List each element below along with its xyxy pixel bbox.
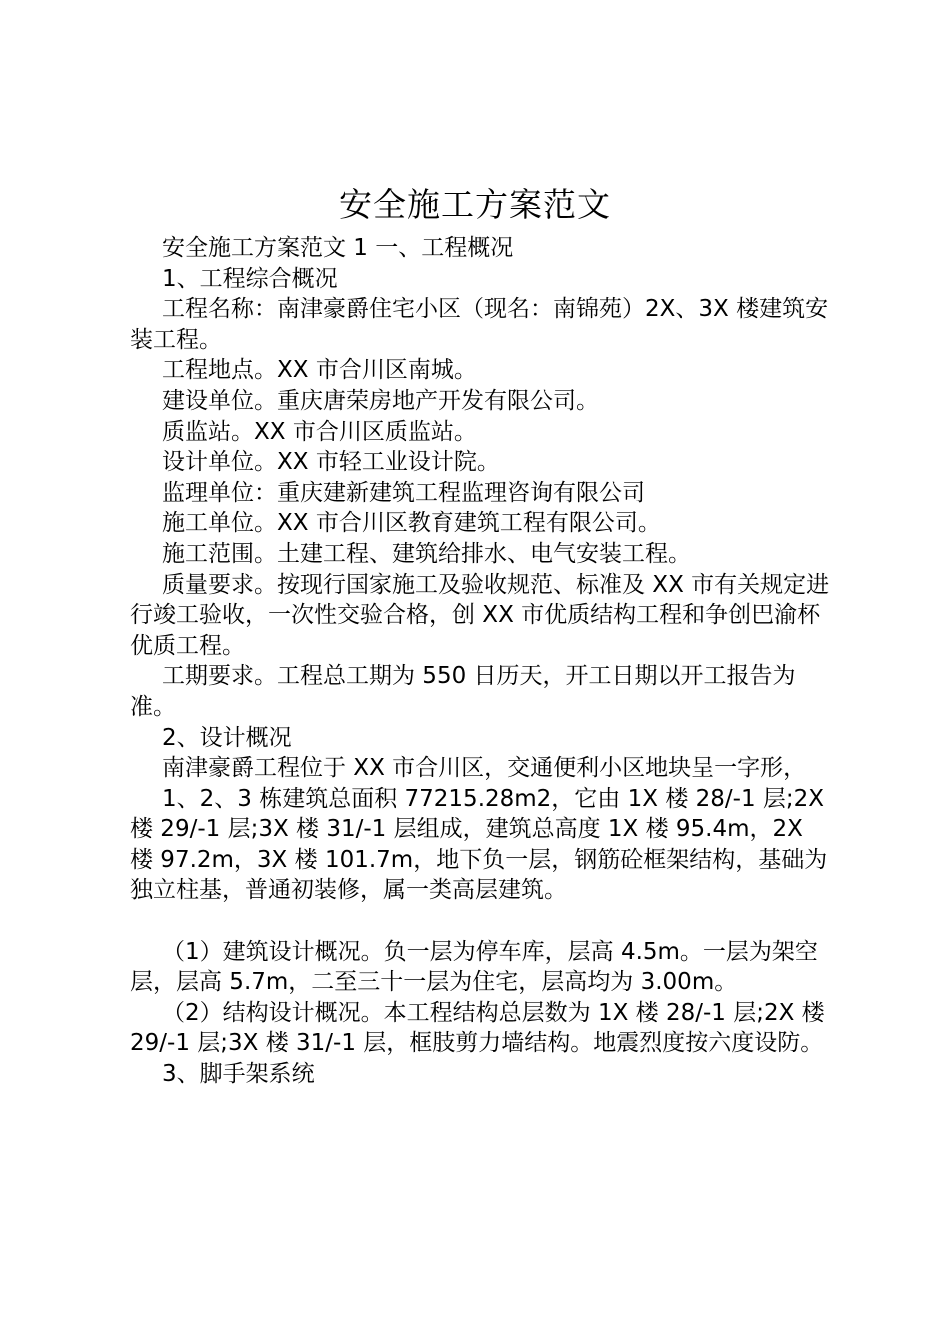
paragraph-quality-station: 质监站。XX 市合川区质监站。: [162, 418, 477, 445]
paragraph-intro-heading: 安全施工方案范文 1 一、工程概况: [162, 235, 514, 261]
paragraph-building-area: 1、2、3 栋建筑总面积 77215.28m2，它由 1X 楼 28/-1 层;2X 楼 29/-1 层;3X 楼 31/-1 层组成，建筑总高度 1X 楼 95.4m，2X 楼 97.2m，3X 楼 101.7m，地下负一层，钢筋砼框架结构，基础为独立柱基，普通初装修，属一类高层建筑。: [130, 785, 828, 904]
document-title: 安全施工方案范文: [339, 185, 611, 224]
paragraph-architectural-design: （1）建筑设计概况。负一层为停车库，层高 4.5m。一层为架空层，层高 5.7m，二至三十一层为住宅，层高均为 3.00m。: [130, 938, 818, 996]
paragraph-construction-scope: 施工范围。土建工程、建筑给排水、电气安装工程。: [162, 540, 691, 567]
paragraph-quality-requirement: 质量要求。按现行国家施工及验收规范、标准及 XX 市有关规定进行竣工验收，一次性交验合格，创 XX 市优质结构工程和争创巴渝杯优质工程。: [130, 571, 830, 659]
paragraph-section-3-heading: 3、脚手架系统: [162, 1061, 315, 1088]
paragraph-section-1-heading: 1、工程综合概况: [162, 265, 338, 292]
paragraph-project-location: 工程地点。XX 市合川区南城。: [162, 357, 477, 384]
paragraph-site-overview: 南津豪爵工程位于 XX 市合川区，交通便利小区地块呈一字形，: [162, 755, 807, 782]
paragraph-construction-unit: 施工单位。XX 市合川区教育建筑工程有限公司。: [162, 510, 661, 537]
paragraph-supervision-unit: 监理单位：重庆建新建筑工程监理咨询有限公司: [162, 479, 645, 506]
paragraph-section-2-heading: 2、设计概况: [162, 724, 292, 751]
paragraph-project-name: 工程名称：南津豪爵住宅小区（现名：南锦苑）2X、3X 楼建筑安装工程。: [130, 296, 829, 353]
paragraph-schedule-requirement: 工期要求。工程总工期为 550 日历天，开工日期以开工报告为准。: [130, 663, 796, 720]
paragraph-developer: 建设单位。重庆唐荣房地产开发有限公司。: [162, 387, 599, 414]
paragraph-spacer: [130, 906, 830, 937]
paragraph-structural-design: （2）结构设计概况。本工程结构总层数为 1X 楼 28/-1 层;2X 楼 29/-1 层;3X 楼 31/-1 层，框肢剪力墙结构。地震烈度按六度设防。: [130, 999, 825, 1057]
paragraph-design-unit: 设计单位。XX 市轻工业设计院。: [162, 449, 500, 476]
document-body: [130, 233, 830, 1090]
